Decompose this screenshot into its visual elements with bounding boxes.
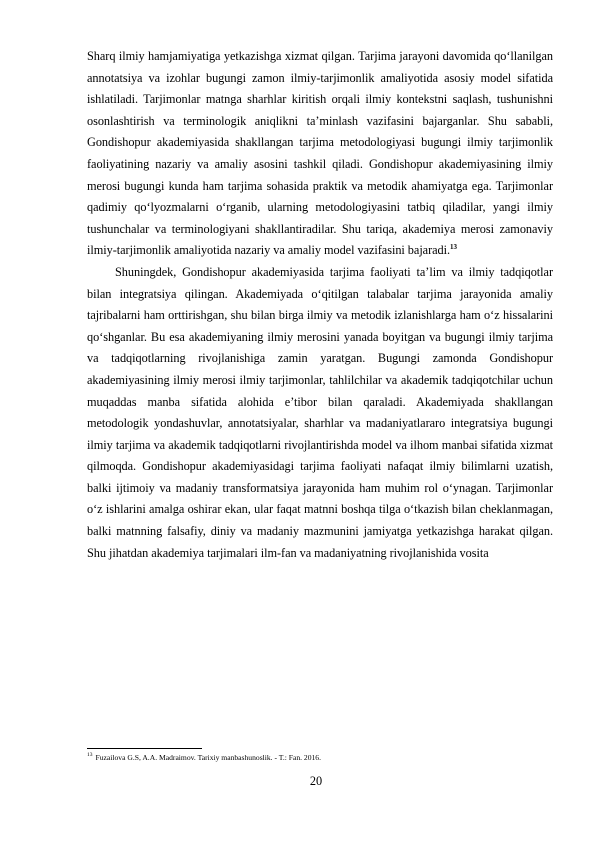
footnote xyxy=(87,753,553,763)
footnote-number: 13 xyxy=(87,752,93,759)
footnote-separator xyxy=(87,748,202,749)
paragraph-1-text: Sharq ilmiy hamjamiyatiga yetkazishga xizmat qilgan. Tarjima jarayoni davomida qo‘llanilgan annotatsiya va izohlar bugungi zamon ilmiy-tarjimonlik amaliyotida asosiy model sifatida ishlatiladi. Tarjimonlar matnga sharhlar kiritish orqali ilmiy kontekstni saqlash, tushunishni osonlashtirish va terminologik aniqlikni ta’minlash vazifasini bajarganlar. Shu sababli, Gondishopur akademiyasida shakllangan tarjima metodologiyasi bugungi ilmiy tarjimonlik faoliyatining nazariy va amaliy asosini tashkil qiladi. Gondishopur akademiyasining ilmiy merosi bugungi kunda ham tarjima sohasida praktik va metodik ahamiyatga ega. Tarjimonlar qadimiy qo‘lyozmalarni o‘rganib, ularning metodologiyasini tatbiq qiladilar, yangi ilmiy tushunchalar va terminologiyani shakllantiradilar. Shu tariqa, akademiya merosi zamonaviy ilmiy-tarjimonlik amaliyotida nazariy va amaliy model vazifasini bajaradi. xyxy=(87,49,553,258)
paragraph-1 xyxy=(87,46,553,262)
footnote-text: Fuzailova G.S, A.A. Madraimov. Tarixiy manbashunoslik. - T.: Fan. 2016. xyxy=(95,753,322,762)
footnote-reference[interactable]: 13 xyxy=(450,243,457,252)
paragraph-2: Shuningdek, Gondishopur akademiyasida tarjima faoliyati ta’lim va ilmiy tadqiqotlar bilan integratsiya qilingan. Akademiyada o‘qitilgan talabalar tarjima jarayonida amaliy tajribalarni ham orttirishgan, shu bilan birga ilmiy va metodik izlanishlarga ham o‘z hissalarini qo‘shganlar. Bu esa akademiyaning ilmiy merosini yanada boyitgan va bugungi ilmiy tarjima va tadqiqotlarning rivojlanishiga zamin yaratgan. Bugungi zamonda Gondishopur akademiyasining ilmiy merosi ilmiy tarjimonlar, tahlilchilar va akademik tadqiqotchilar uchun muqaddas manba sifatida alohida e’tibor bilan qaraladi. Akademiyada shakllangan metodologik yondashuvlar, annotatsiyalar, sharhlar va madaniyatlararo integratsiya bugungi ilmiy tarjima va akademik tadqiqotlarni rivojlantirishda model va ilhom manbai sifatida xizmat qilmoqda. Gondishopur akademiyasidagi tarjima faoliyati nafaqat ilmiy bilimlarni uzatish, balki ijtimoiy va madaniy transformatsiya jarayonida ham muhim rol o‘ynagan. Tarjimonlar o‘z ishlarini amalga oshirar ekan, ular faqat matnni boshqa tilga o‘tkazish bilan cheklanmagan, balki matnning falsafiy, diniy va madaniy mazmunini jamiyatga yetkazishga harakat qilgan. Shu jihatdan akademiya tarjimalari ilm-fan va madaniyatning rivojlanishida vosita xyxy=(87,264,553,560)
page-number: 20 xyxy=(309,774,323,788)
page-body xyxy=(87,46,553,564)
